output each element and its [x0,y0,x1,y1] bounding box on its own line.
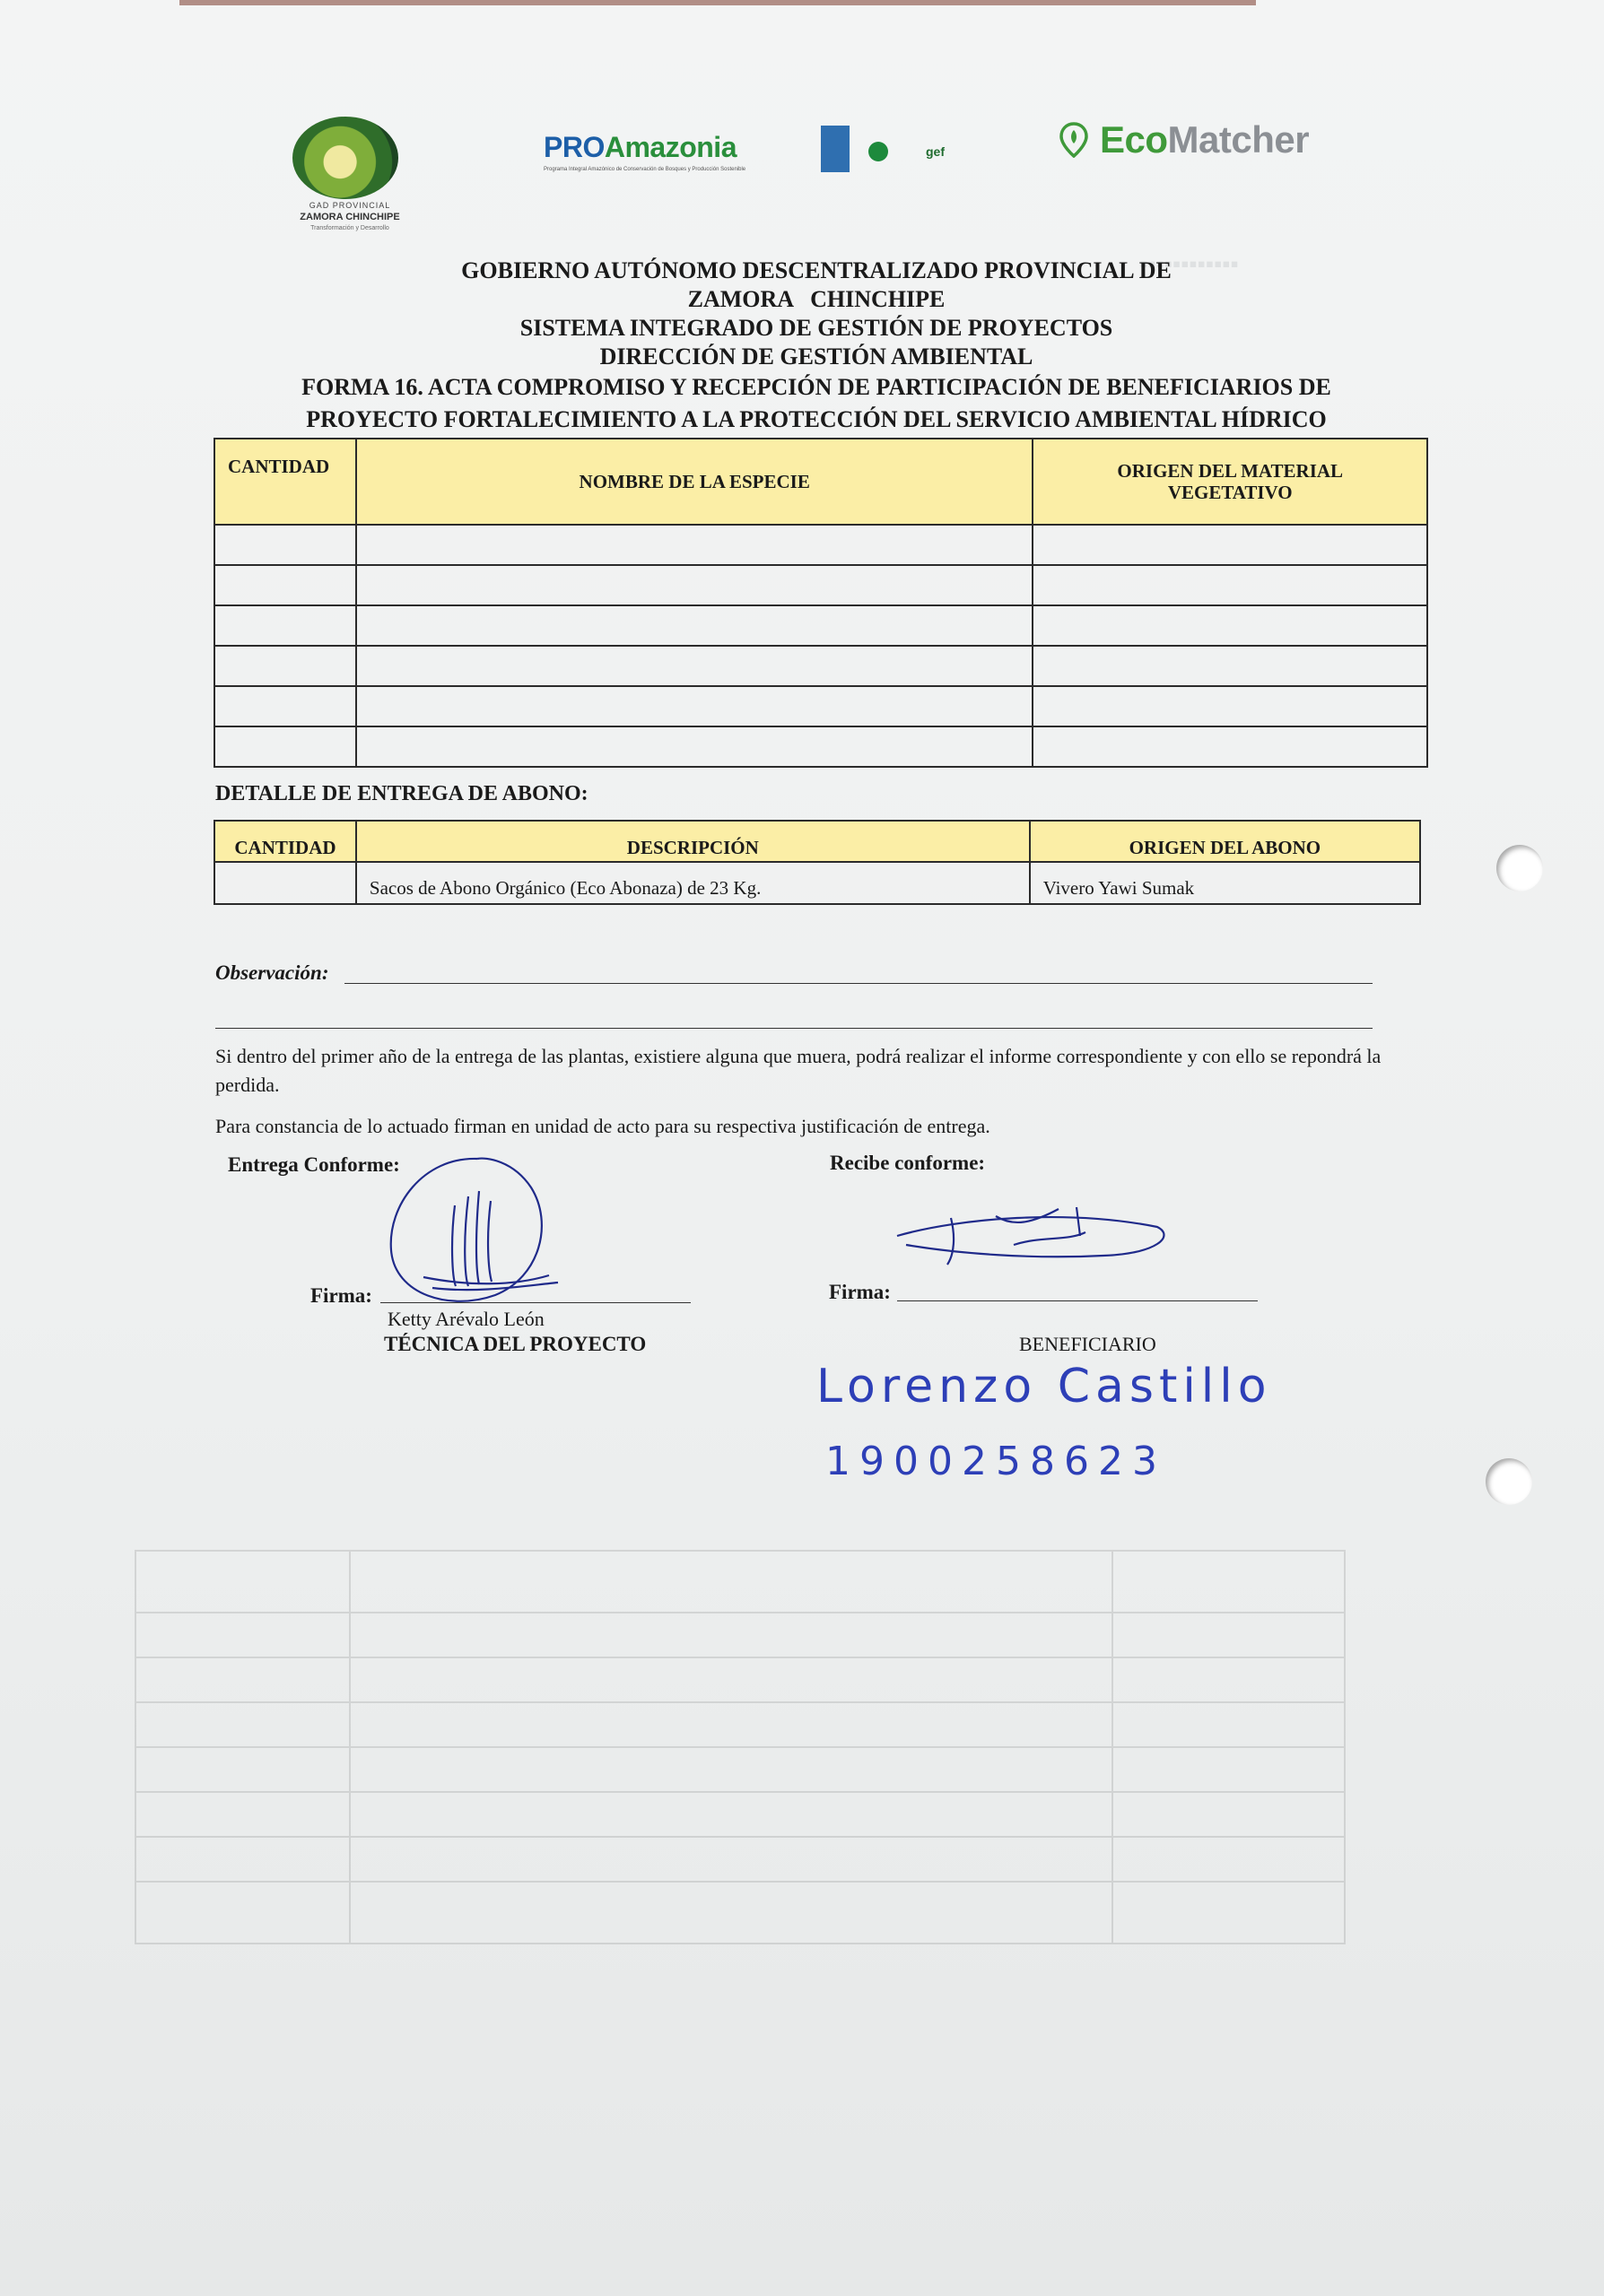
column-header-origen-material: ORIGEN DEL MATERIAL VEGETATIVO [1033,439,1427,525]
table-cell[interactable] [1033,525,1427,565]
gad-emblem-icon [292,117,398,199]
column-header-cantidad: CANTIDAD [214,439,356,525]
gef-logo [868,142,945,161]
table-cell[interactable] [214,726,356,767]
column-header-descripcion: DESCRIPCIÓN [356,821,1030,862]
punch-hole [1496,845,1543,891]
table-cell[interactable] [1033,646,1427,686]
undp-logo-icon [821,126,850,172]
table-row [214,565,1427,605]
table-row [214,605,1427,646]
table-row [214,686,1427,726]
abono-section-title: DETALLE DE ENTREGA DE ABONO: [215,782,588,805]
location-pin-icon [1059,122,1089,158]
observacion-label: Observación: [215,961,329,984]
table-cell[interactable] [214,646,356,686]
tecnica-role: TÉCNICA DEL PROYECTO [384,1333,647,1355]
gef-logo-text: gef [926,144,945,159]
table-cell[interactable] [1033,565,1427,605]
beneficiario-signature [888,1200,1175,1272]
table-cell[interactable] [214,565,356,605]
header-line-4: DIRECCIÓN DE GESTIÓN AMBIENTAL [599,344,1033,370]
abono-table-header [214,821,1420,862]
observacion-line[interactable] [344,983,1373,984]
abono-table [214,820,1421,905]
form-title-line-2: PROYECTO FORTALECIMIENTO A LA PROTECCIÓN DEL SERVICIO AMBIENTAL HÍDRICO [306,406,1327,432]
punch-hole [1486,1458,1532,1505]
gad-logo-line3: Transformación y Desarrollo [310,225,389,231]
table-row [214,646,1427,686]
firma-label-tecnica: Firma: [310,1284,372,1307]
proamazonia-logo-pro: PRO [544,131,605,163]
table-cell[interactable] [1033,726,1427,767]
beneficiario-id-handwritten: 1900258623 [825,1439,1166,1484]
ecomatcher-logo-eco: Eco [1100,118,1168,161]
proamazonia-subtitle: Programa Integral Amazónico de Conservación de Bosques y Producción Sostenible [544,167,746,172]
table-row [214,862,1420,904]
observacion-line-2[interactable] [215,1028,1373,1029]
ministry-logo-icon [868,142,888,161]
header-line-2: ZAMORA CHINCHIPE [687,286,946,312]
form-title-line-1: FORMA 16. ACTA COMPROMISO Y RECEPCIÓN DE PARTICIPACIÓN DE BENEFICIARIOS DE [301,374,1331,400]
form-title [215,371,1417,436]
table-cell[interactable]: Vivero Yawi Sumak [1030,862,1420,904]
ecomatcher-logo [1059,118,1309,161]
species-table-header [214,439,1427,525]
table-cell[interactable] [1033,686,1427,726]
table-cell[interactable] [356,646,1033,686]
table-cell[interactable] [214,525,356,565]
table-cell[interactable] [356,565,1033,605]
beneficiario-role: BENEFICIARIO [1019,1333,1156,1355]
table-row [214,726,1427,767]
replacement-paragraph: Si dentro del primer año de la entrega de las plantas, existiere alguna que muera, podrá realizar el informe correspondiente y con ello se repondrá la perdida. [215,1045,1382,1096]
table-cell[interactable] [214,862,356,904]
species-table [214,438,1428,768]
document-header [233,257,1399,371]
table-cell[interactable] [356,726,1033,767]
constancia-paragraph: Para constancia de lo actuado firman en unidad de acto para su respectiva justificación de entrega. [215,1115,990,1137]
entrega-conforme-label: Entrega Conforme: [228,1153,400,1176]
header-line-3: SISTEMA INTEGRADO DE GESTIÓN DE PROYECTOS [519,315,1113,341]
table-cell[interactable] [214,605,356,646]
table-row [214,525,1427,565]
proamazonia-logo-rest: Amazonia [604,131,737,163]
gad-logo-line1: GAD PROVINCIAL [309,201,391,210]
column-header-origen-abono: ORIGEN DEL ABONO [1030,821,1420,862]
tecnica-name: Ketty Arévalo León [388,1308,545,1330]
table-cell[interactable] [214,686,356,726]
column-header-especie: NOMBRE DE LA ESPECIE [356,439,1033,525]
gad-zamora-logo [278,108,431,242]
tecnica-signature [370,1152,585,1322]
table-cell[interactable] [356,605,1033,646]
table-cell[interactable] [356,686,1033,726]
bleed-through-text: ▪▪▪▪▪▪▪▪▪▪▪▪ [1139,251,1239,277]
table-cell[interactable] [356,525,1033,565]
firma-label-beneficiario: Firma: [829,1281,891,1303]
table-cell[interactable]: Sacos de Abono Orgánico (Eco Abonaza) de 23 Kg. [356,862,1030,904]
proamazonia-logo [544,131,750,173]
bleed-through-table [135,1550,1346,1944]
firma-line-beneficiario[interactable] [897,1300,1258,1301]
beneficiario-name-handwritten: Lorenzo Castillo [816,1360,1272,1413]
recibe-conforme-label: Recibe conforme: [830,1152,986,1174]
page-top-edge [179,0,1256,5]
table-cell[interactable] [1033,605,1427,646]
gad-logo-line2: ZAMORA CHINCHIPE [300,212,400,222]
ecomatcher-logo-matcher: Matcher [1167,118,1310,161]
firma-line-tecnica[interactable] [380,1302,691,1303]
column-header-cantidad: CANTIDAD [214,821,356,862]
header-line-1: GOBIERNO AUTÓNOMO DESCENTRALIZADO PROVINCIAL DE [461,257,1172,283]
